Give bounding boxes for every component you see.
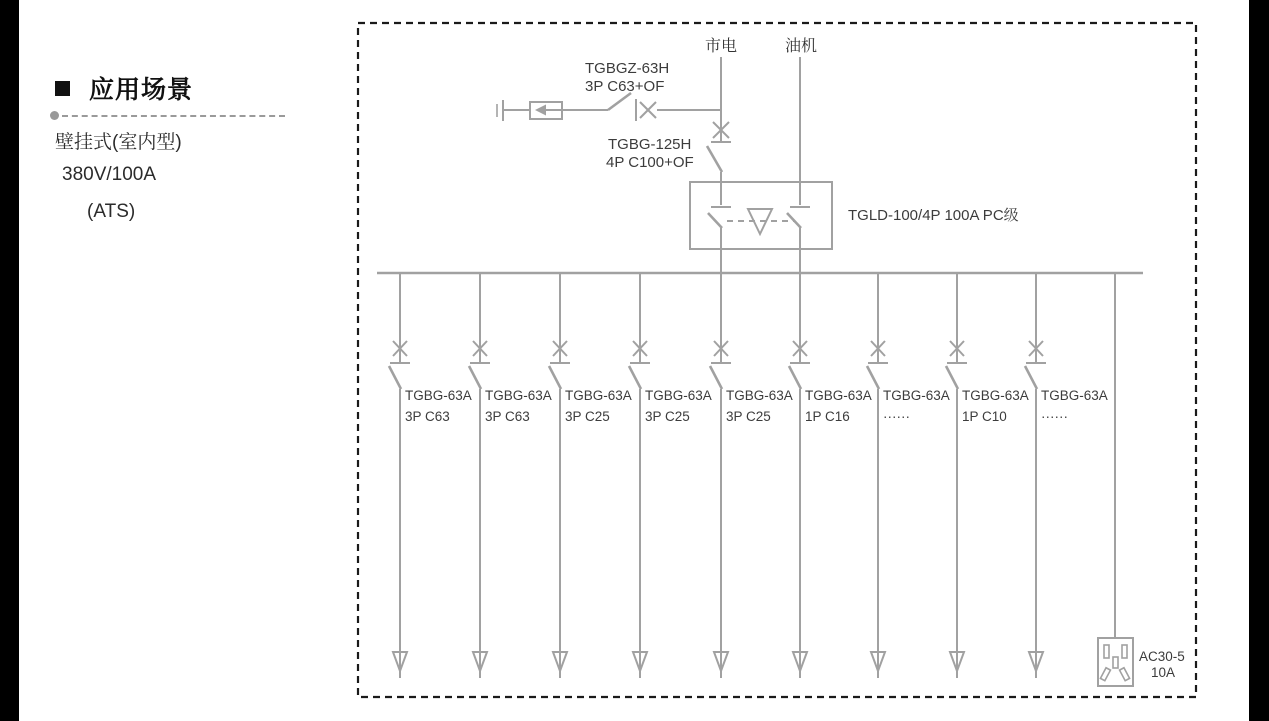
socket-branch xyxy=(1098,273,1133,686)
branch-spec-label: 3P C25 xyxy=(645,409,690,424)
socket-slot xyxy=(1120,668,1130,681)
ats-transfer-switch xyxy=(690,182,832,273)
branch-spec-label: 3P C63 xyxy=(405,409,450,424)
feeder-branch xyxy=(710,273,793,678)
switch-blade xyxy=(789,366,801,389)
branch-model-label: TGBG-63A xyxy=(405,388,472,403)
feeder-branch xyxy=(1025,273,1108,678)
branch-spec-label: ······ xyxy=(883,409,910,424)
feeder-branch xyxy=(867,273,950,678)
branch-model-label: TGBG-63A xyxy=(645,388,712,403)
switch-blade xyxy=(707,146,722,172)
switch-blade xyxy=(708,213,722,228)
generator-source-label: 油机 xyxy=(784,38,818,55)
spd-breaker-spec-label: 3P C63+OF xyxy=(585,78,665,95)
branch-model-label: TGBG-63A xyxy=(1041,388,1108,403)
switch-blade xyxy=(469,366,481,389)
mains-source-label: 市电 xyxy=(704,38,738,55)
branch-model-label: TGBG-63A xyxy=(883,388,950,403)
feeder-branch xyxy=(549,273,632,678)
feeder-branch xyxy=(629,273,712,678)
scenario-mount-type: 壁挂式(室内型) xyxy=(55,132,182,153)
branch-spec-label: 3P C63 xyxy=(485,409,530,424)
feeder-branch xyxy=(946,273,1029,678)
main-breaker-model-label: TGBG-125H xyxy=(608,136,692,153)
switch-blade xyxy=(1025,366,1037,389)
socket-slot xyxy=(1100,668,1110,681)
switch-blade xyxy=(946,366,958,389)
switch-blade xyxy=(608,93,631,110)
surge-protector-branch xyxy=(497,93,721,121)
switch-blade xyxy=(710,366,722,389)
feeder-branches xyxy=(389,273,1108,678)
spd-arrow-icon xyxy=(535,105,546,116)
branch-spec-label: 1P C10 xyxy=(962,409,1007,424)
scenario-rating: 380V/100A xyxy=(62,164,157,185)
scenario-ats: (ATS) xyxy=(87,201,136,222)
branch-spec-label: 3P C25 xyxy=(565,409,610,424)
socket-rating-label: 10A xyxy=(1151,665,1176,680)
feeder-branch xyxy=(469,273,552,678)
main-breaker-spec-label: 4P C100+OF xyxy=(606,154,694,171)
branch-model-label: TGBG-63A xyxy=(726,388,793,403)
switch-blade xyxy=(549,366,561,389)
switch-blade xyxy=(629,366,641,389)
ats-label: TGLD-100/4P 100A PC级 xyxy=(848,207,1019,224)
section-heading-label: 应用场景 xyxy=(89,76,194,104)
socket-slot xyxy=(1104,645,1109,658)
spd-breaker-model-label: TGBGZ-63H xyxy=(585,60,670,77)
feeder-branch xyxy=(389,273,472,678)
branch-spec-label: 1P C16 xyxy=(805,409,850,424)
branch-spec-label: ······ xyxy=(1041,409,1068,424)
socket-slot xyxy=(1122,645,1127,658)
switch-blade xyxy=(867,366,879,389)
socket-model-label: AC30-5 xyxy=(1139,649,1185,664)
branch-model-label: TGBG-63A xyxy=(805,388,872,403)
switch-blade xyxy=(389,366,401,389)
feeder-branch xyxy=(789,273,872,678)
branch-model-label: TGBG-63A xyxy=(962,388,1029,403)
diagram-dashed-border xyxy=(358,23,1196,697)
branch-model-label: TGBG-63A xyxy=(565,388,632,403)
branch-spec-label: 3P C25 xyxy=(726,409,771,424)
socket-slot xyxy=(1113,657,1118,668)
branch-model-label: TGBG-63A xyxy=(485,388,552,403)
